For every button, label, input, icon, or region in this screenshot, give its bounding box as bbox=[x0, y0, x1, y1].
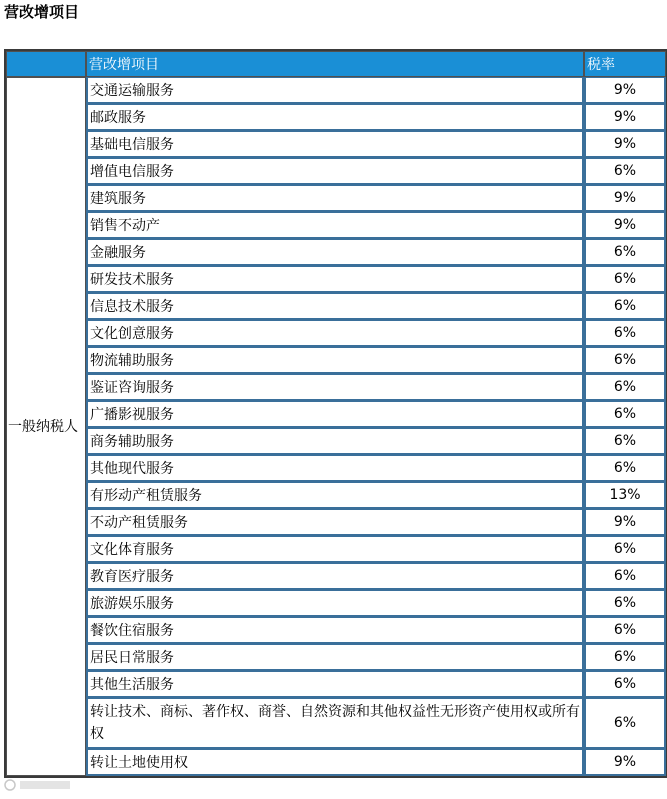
table-row bbox=[6, 671, 666, 698]
rate-cell: 6% bbox=[584, 617, 666, 644]
item-cell: 交通运输服务 bbox=[86, 77, 584, 104]
item-cell: 销售不动产 bbox=[86, 212, 584, 239]
item-cell: 金融服务 bbox=[86, 239, 584, 266]
rate-cell: 9% bbox=[584, 509, 666, 536]
item-cell: 文化体育服务 bbox=[86, 536, 584, 563]
rate-cell: 6% bbox=[584, 239, 666, 266]
item-cell: 研发技术服务 bbox=[86, 266, 584, 293]
table-row bbox=[6, 401, 666, 428]
item-cell: 增值电信服务 bbox=[86, 158, 584, 185]
rate-cell: 9% bbox=[584, 104, 666, 131]
rate-cell: 6% bbox=[584, 698, 666, 749]
watermark-logo bbox=[4, 778, 74, 795]
table-row bbox=[6, 698, 666, 749]
rate-cell: 9% bbox=[584, 185, 666, 212]
item-cell: 其他现代服务 bbox=[86, 455, 584, 482]
table-row bbox=[6, 212, 666, 239]
rate-cell: 6% bbox=[584, 266, 666, 293]
table-body bbox=[6, 77, 666, 776]
table-row bbox=[6, 644, 666, 671]
table-row bbox=[6, 374, 666, 401]
rate-cell: 6% bbox=[584, 374, 666, 401]
tax-rate-table bbox=[4, 49, 667, 778]
item-cell: 文化创意服务 bbox=[86, 320, 584, 347]
table-row bbox=[6, 185, 666, 212]
table-row bbox=[6, 749, 666, 776]
rate-cell: 9% bbox=[584, 749, 666, 776]
table-header-row bbox=[6, 51, 666, 77]
item-cell: 物流辅助服务 bbox=[86, 347, 584, 374]
rate-cell: 9% bbox=[584, 131, 666, 158]
rate-cell: 6% bbox=[584, 455, 666, 482]
table-row bbox=[6, 482, 666, 509]
item-cell: 不动产租赁服务 bbox=[86, 509, 584, 536]
item-cell: 商务辅助服务 bbox=[86, 428, 584, 455]
header-rate: 税率 bbox=[584, 51, 666, 77]
item-cell: 转让土地使用权 bbox=[86, 749, 584, 776]
table-row bbox=[6, 266, 666, 293]
table-row bbox=[6, 158, 666, 185]
item-cell: 有形动产租赁服务 bbox=[86, 482, 584, 509]
item-cell: 餐饮住宿服务 bbox=[86, 617, 584, 644]
table-row bbox=[6, 131, 666, 158]
table-row bbox=[6, 104, 666, 131]
rate-cell: 9% bbox=[584, 212, 666, 239]
rate-cell: 6% bbox=[584, 320, 666, 347]
table-row bbox=[6, 428, 666, 455]
item-cell: 邮政服务 bbox=[86, 104, 584, 131]
rate-cell: 9% bbox=[584, 77, 666, 104]
item-cell: 居民日常服务 bbox=[86, 644, 584, 671]
rate-cell: 6% bbox=[584, 644, 666, 671]
watermark-icon bbox=[4, 778, 74, 792]
rate-cell: 6% bbox=[584, 293, 666, 320]
item-cell: 鉴证咨询服务 bbox=[86, 374, 584, 401]
rate-cell: 6% bbox=[584, 536, 666, 563]
item-cell: 广播影视服务 bbox=[86, 401, 584, 428]
rate-cell: 6% bbox=[584, 563, 666, 590]
table-row bbox=[6, 563, 666, 590]
item-cell: 建筑服务 bbox=[86, 185, 584, 212]
table-row bbox=[6, 590, 666, 617]
rate-cell: 13% bbox=[584, 482, 666, 509]
header-category bbox=[6, 51, 86, 77]
table-row bbox=[6, 536, 666, 563]
rate-cell: 6% bbox=[584, 401, 666, 428]
item-cell: 信息技术服务 bbox=[86, 293, 584, 320]
item-cell: 教育医疗服务 bbox=[86, 563, 584, 590]
table-row bbox=[6, 239, 666, 266]
table-row bbox=[6, 320, 666, 347]
table-row bbox=[6, 293, 666, 320]
table-row bbox=[6, 509, 666, 536]
table-row bbox=[6, 77, 666, 104]
rate-cell: 6% bbox=[584, 590, 666, 617]
item-cell: 转让技术、商标、著作权、商誉、自然资源和其他权益性无形资产使用权或所有权 bbox=[86, 698, 584, 749]
table-row bbox=[6, 347, 666, 374]
item-cell: 旅游娱乐服务 bbox=[86, 590, 584, 617]
table-row bbox=[6, 455, 666, 482]
taxpayer-category-cell: 一般纳税人 bbox=[6, 77, 86, 776]
rate-cell: 6% bbox=[584, 428, 666, 455]
rate-cell: 6% bbox=[584, 158, 666, 185]
table-row bbox=[6, 617, 666, 644]
header-item: 营改增项目 bbox=[86, 51, 584, 77]
item-cell: 其他生活服务 bbox=[86, 671, 584, 698]
item-cell: 基础电信服务 bbox=[86, 131, 584, 158]
rate-cell: 6% bbox=[584, 347, 666, 374]
page-title: 营改增项目 bbox=[4, 3, 80, 21]
rate-cell: 6% bbox=[584, 671, 666, 698]
